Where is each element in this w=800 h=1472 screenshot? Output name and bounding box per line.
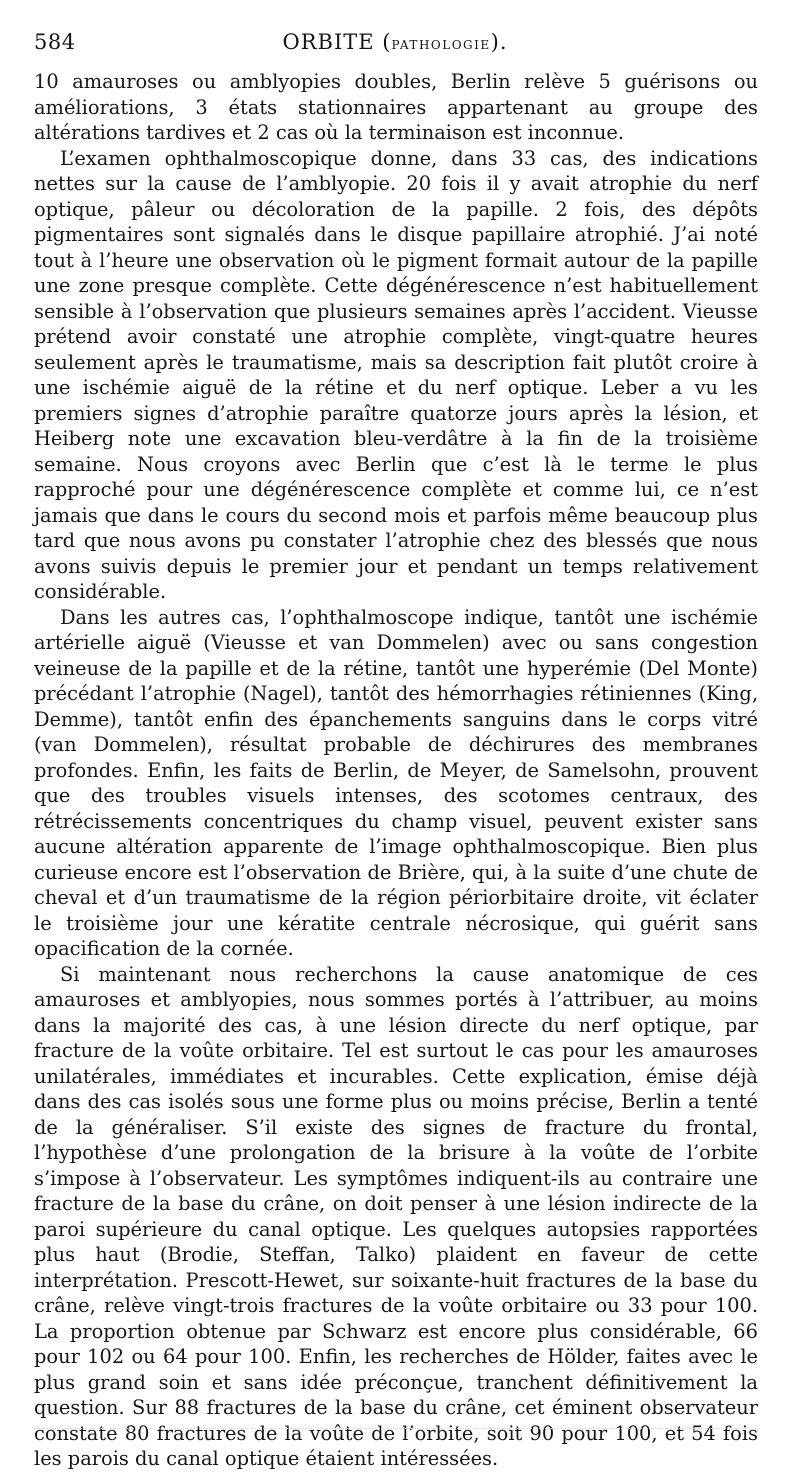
paragraph-continuation: 10 amauroses ou amblyopies doubles, Berlin relève 5 guérisons ou améliorations, 3 états stationnaires appartenant au groupe des altérations tardives et 2 cas où la terminaison est inconnue. xyxy=(34,70,758,144)
body-text xyxy=(34,69,758,1472)
page-header xyxy=(34,30,756,58)
paragraph-anatomical-cause: Si maintenant nous recherchons la cause anatomique de ces amauroses et amblyopies, nous sommes portés à l’attribuer, au moins dans la majorité des cas, à une lésion directe du nerf optique, par fracture de la voûte orbitaire. Tel est surtout le cas pour les amauroses unilatérales, immédiates et incurables. Cette explication, émise déjà dans des cas isolés sous une forme plus ou moins précise, Berlin a tenté de la généraliser. S’il existe des signes de fracture du frontal, l’hypothèse d’une prolongation de la brisure à la voûte de l’orbite s’impose à l’observateur. Les symptômes indiquent-ils au contraire une fracture de la base du crâne, on doit penser à une lésion indirecte de la paroi supérieure du canal optique. Les quelques autopsies rapportées plus haut (Brodie, Steffan, Talko) plaident en faveur de cette interprétation. Prescott-Hewet, sur soixante-huit fractures de la base du crâne, relève vingt-trois fractures de la voûte orbitaire ou 33 pour 100. La proportion obtenue par Schwarz est encore plus considérable, 66 pour 102 ou 64 pour 100. Enfin, les recherches de Hölder, faites avec le plus grand soin et sans idée préconçue, tranchent définitivement la question. Sur 88 fractures de la base du crâne, cet éminent observateur constate 80 fractures de la voûte de l’orbite, soit 90 pour 100, et 54 fois les parois du canal optique étaient intéressées. xyxy=(34,962,758,1470)
running-head-title: ORBITE ( xyxy=(282,30,392,54)
running-head-close: ). xyxy=(490,30,508,54)
page-number: 584 xyxy=(34,30,76,54)
paragraph-other-cases: Dans les autres cas, l’ophthalmoscope indique, tantôt une ischémie artérielle aiguë (Vieusse et van Dommelen) avec ou sans congestion veineuse de la papille et de la rétine, tantôt une hyperémie (Del Monte) précédant l’atrophie (Nagel), tantôt des hémorrhagies rétiniennes (King, Demme), tantôt enfin des épanchements sanguins dans le corps vitré (van Dommelen), résultat probable de déchirures des membranes profondes. Enfin, les faits de Berlin, de Meyer, de Samelsohn, prouvent que des troubles visuels intenses, des scotomes centraux, des rétrécissements concentriques du champ visuel, peuvent exister sans aucune altération apparente de l’image ophthalmoscopique. Bien plus curieuse encore est l’observation de Brière, qui, à la suite d’une chute de cheval et d’un traumatisme de la région périorbitaire droite, vit éclater le troisième jour une kératite centrale nécrosique, qui guérit sans opacification de la cornée. xyxy=(34,605,758,960)
bottom-margin-rule xyxy=(34,1428,758,1429)
paragraph-ophthalmoscopic-exam: L’examen ophthalmoscopique donne, dans 33 cas, des indications nettes sur la cause de l’amblyopie. 20 fois il y avait atrophie du nerf optique, pâleur ou décoloration de la papille. 2 fois, des dépôts pigmentaires sont signalés dans le disque papillaire atrophié. J’ai noté tout à l’heure une observation où le pigment formait autour de la papille une zone presque complète. Cette dégénérescence n’est habituellement sensible à l’observation que plusieurs semaines après l’accident. Vieusse prétend avoir constaté une atrophie complète, vingt-quatre heures seulement après le traumatisme, mais sa description fait plutôt croire à une ischémie aiguë de la rétine et du nerf optique. Leber a vu les premiers signes d’atrophie paraître quatorze jours après la lésion, et Heiberg note une excavation bleu-verdâtre à la fin de la troisième semaine. Nous croyons avec Berlin que c’est là le terme le plus rapproché pour une dégénérescence complète et comme lui, ce n’est jamais que dans le cours du second mois et parfois même beaucoup plus tard que nous avons pu constater l’atrophie chez des blessés que nous avons suivis depuis le premier jour et pendant un temps relativement considérable. xyxy=(34,146,758,603)
running-head xyxy=(34,30,756,54)
running-head-subtitle: pathologie xyxy=(391,34,491,54)
